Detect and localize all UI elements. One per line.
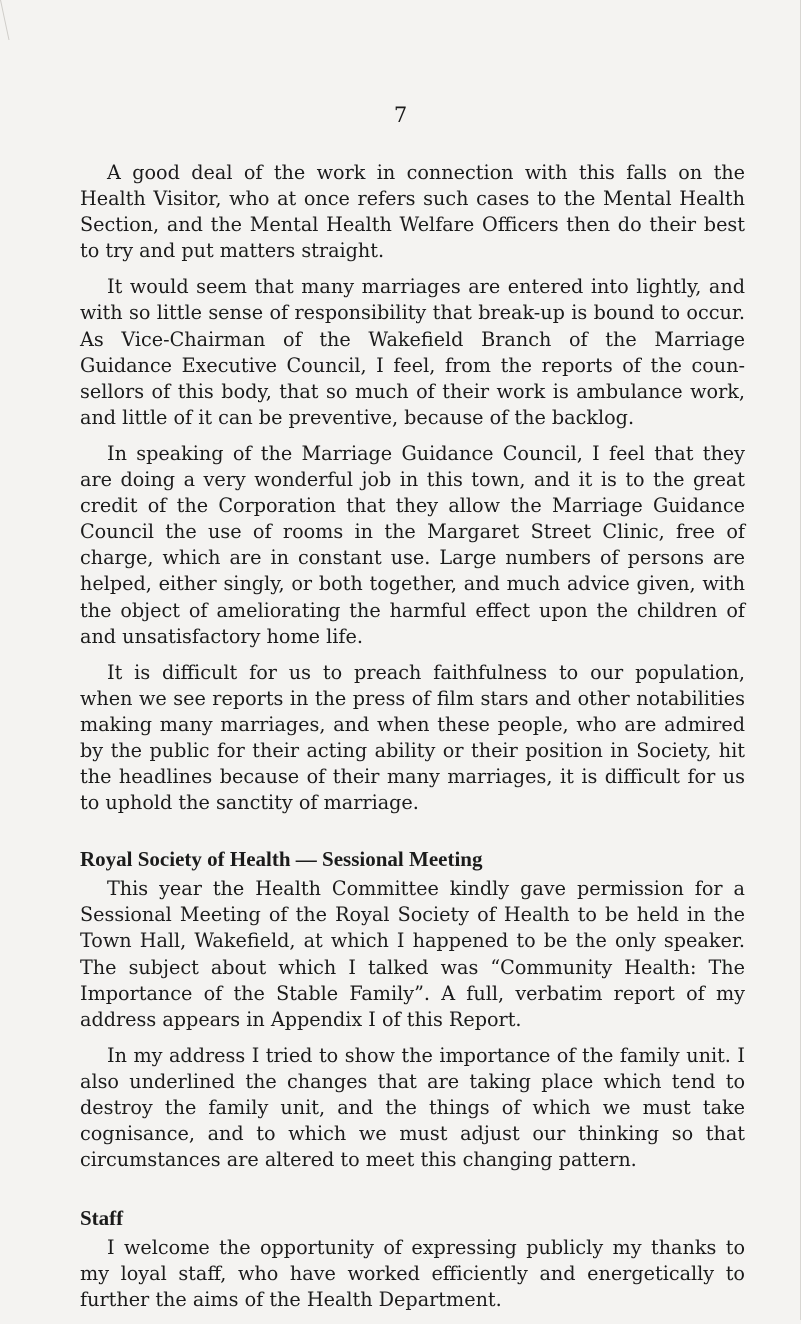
page-body [80,160,745,1324]
section-staff [80,1205,745,1313]
paragraph: I welcome the opportunity of expressing publicly my thanks to my loyal staff, who have worked efficiently and energetically to further the aims of the Health Department. [80,1236,745,1312]
paragraph: It would seem that many marriages are entered into lightly, and with so little sense of responsibility that break-up is bound to occur. As Vice-Chairman of the Wakefield Branch of the Marriage Guidance Executive Council, I feel, from the reports of the coun- sellors of this body, that so much of their work is ambulance work, and little of it can be preventive, because of the backlog. [80,275,745,429]
section-heading: Staff [80,1206,124,1231]
paragraph: A good deal of the work in connection with this falls on the Health Visitor, who at once refers such cases to the Mental Health Section, and the Mental Health Welfare Officers then do their best to try and put matters straight. [80,161,745,263]
paragraph: This year the Health Committee kindly gave permission for a Sessional Meeting of the Royal Society of Health to be held in the Town Hall, Wakefield, at which I happened to be the only speaker. The subject about which I talked was “Community Health: The Importance of the Stable Family”. A full, verbatim report of my address appears in Appendix I of this Report. [80,877,745,1031]
scan-edge-mark [0,0,16,40]
section-heading: Royal Society of Health — Sessional Meeting [80,847,483,872]
section-royal-society [80,846,745,1173]
page-number: 7 [393,103,408,127]
paragraph: In my address I tried to show the importance of the family unit. I also underlined the changes that are taking place which tend to destroy the family unit, and the things of which we must take cognisance, and to which we must adjust our thinking so that circumstances are altered to meet this changing pattern. [80,1043,745,1172]
paragraph: It is difficult for us to preach faithfulness to our population, when we see reports in the press of film stars and other notabilities making many marriages, and when these people, who are admired by the public for their acting ability or their position in Society, hit the headlines because of their many marriages, it is difficult for us to uphold the sanctity of marriage. [80,660,745,815]
paragraph: In speaking of the Marriage Guidance Council, I feel that they are doing a very wonderful job in this town, and it is to the great credit of the Corporation that they allow the Marriage Guidance Council the use of rooms in the Margaret Street Clinic, free of charge, which are in constant use. Large numbers of persons are helped, either singly, or both together, and much advice given, with the object of ameliorating the harmful effect upon the children of and unsatisfactory home life. [80,441,745,648]
